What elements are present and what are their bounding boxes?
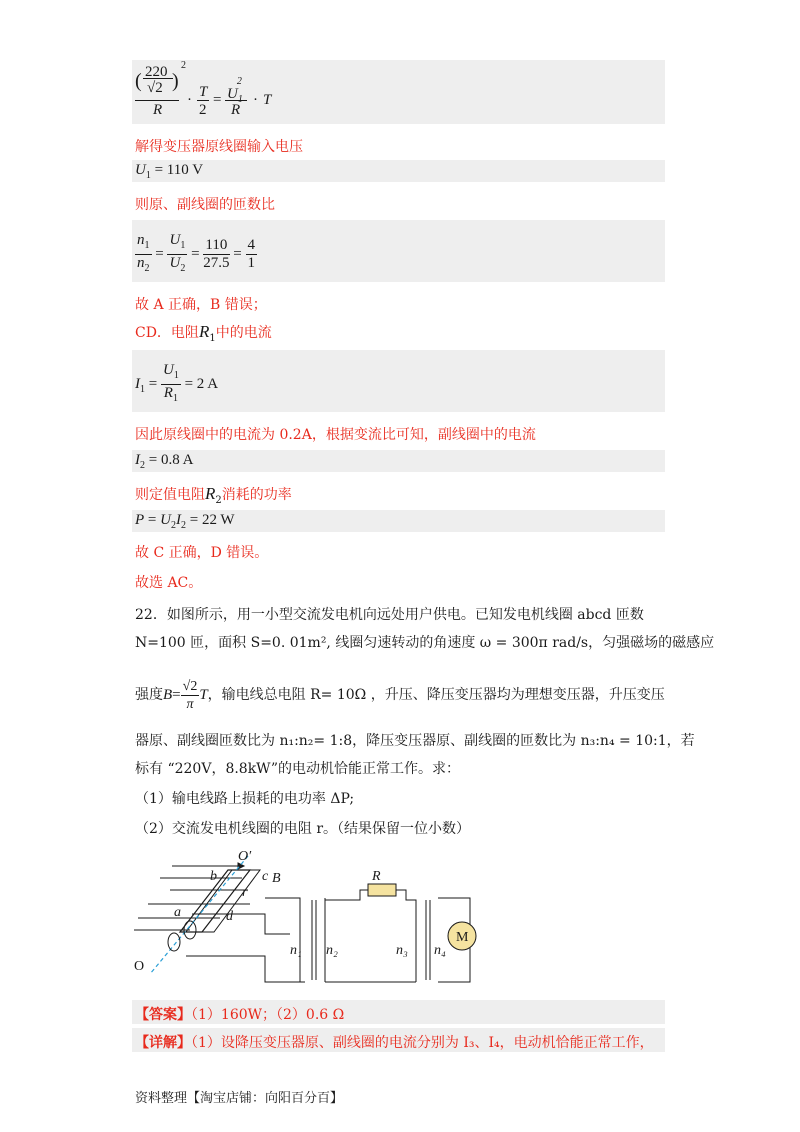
page-footer: 资料整理【淘宝店铺：向阳百分百】: [135, 1091, 344, 1106]
circuit-figure: [130, 846, 490, 986]
solution-line-8: 故选 AC。: [135, 575, 203, 591]
solution-line-2: 则原、副线圈的匝数比: [135, 197, 275, 213]
equation-block-u1: [132, 160, 665, 182]
solution-line-3: 故 A 正确，B 错误；: [135, 297, 267, 313]
detail-line: 【详解】（1）设降压变压器原、副线圈的电流分别为 I₃、I₄，电动机恰能正常工作，: [135, 1035, 654, 1051]
document-page: ( 220 √2 ) 2 R · T 2 = $U_1^2$ R · T 解得变压器原线圈输入电压 $U_1 = 110$ V 则原、副线圈的匝数比 $\frac{n_1}{n_2}$ = $\frac{U_1}{U_2}$ = $\frac{110}{27.5}$ = $\frac{4}{1}$ 故 A 正确，B 错误； CD．电阻$R_1$中的电流 $I_1$ = $\frac{U_1}{R_1}$ = 2 A 因此原线圈中的电流为 0.2A，根据变流比可知，副线圈中的电流 $I_2 = 0.8$ A 则定值电阻$R_2$消耗的功率 $P = U_2I_2 = 22$ W 故 C 正确，D 错误。 故选 AC。 22．如图所示，用一小型交流发电机向远处用户供电。已知发电机线圈 abcd 匝数 N=100 匝，面积 S=0. 01m², 线圈匀速转动的角速度 ω = 300π rad/s，匀强磁场的磁感应 强度B= $\frac{√2}{\pi}$ T，输电线总电阻 R= 10Ω ，升压、降压变压器均为理想变压器，升压变压 器原、副线圈匝数比为 n₁:n₂= 1:8，降压变压器原、副线圈的匝数比为 n₃:n₄ = 10:1，若 标有 “220V，8.8kW”的电动机恰能正常工作。求： （1）输电线路上损耗的电功率 ΔP; （2）交流发电机线圈的电阻 r。（结果保留一位小数） O′ b c B r a d O R n₁ n₂ n₃ n₄ M 【答案】（1）160W；（2）0.6 Ω 【详解】（1）设降压变压器原、副线圈的电流分别为 I₃、I₄，电动机恰能正常工作， 资料整理【淘宝店铺：向阳百分百】: [0, 0, 800, 1132]
label-o: O: [134, 959, 145, 974]
label-r: r: [242, 885, 248, 900]
motor-label: M: [456, 930, 469, 945]
question-1: （1）输电线路上损耗的电功率 ΔP;: [135, 791, 355, 807]
label-b-field: B: [272, 871, 281, 886]
equation-turns-ratio: $\frac{n_1}{n_2}$ = $\frac{U_1}{U_2}$ = $\frac{110}{27.5}$ = $\frac{4}{1}$: [137, 232, 255, 274]
label-a: a: [174, 905, 181, 920]
label-o-prime: O′: [238, 849, 252, 864]
problem-line-4: 器原、副线圈匝数比为 n₁:n₂= 1:8，降压变压器原、副线圈的匝数比为 n₃:n₄ = 10:1，若: [135, 733, 695, 749]
problem-line-5: 标有 “220V，8.8kW”的电动机恰能正常工作。求：: [135, 761, 460, 777]
solution-line-6: 则定值电阻$R_2$消耗的功率: [135, 484, 292, 506]
equation-i1: $I_1$ = $\frac{U_1}{R_1}$ = 2 A: [135, 362, 219, 404]
label-b: b: [210, 869, 217, 884]
problem-line-3: 强度B= $\frac{√2}{\pi}$ T，输电线总电阻 R= 10Ω ，升压、降压变压器均为理想变压器，升压变压: [135, 679, 665, 712]
solution-line-5: 因此原线圈中的电流为 0.2A，根据变流比可知，副线圈中的电流: [135, 427, 536, 443]
label-d: d: [226, 909, 233, 924]
equation-i2: $I_2 = 0.8$ A: [135, 452, 194, 471]
solution-line-1: 解得变压器原线圈输入电压: [135, 139, 303, 155]
equation-u1: $U_1 = 110$ V: [135, 162, 204, 181]
label-n3: n₃: [396, 943, 408, 958]
question-2: （2）交流发电机线圈的电阻 r。（结果保留一位小数）: [135, 821, 471, 837]
label-n4: n₄: [434, 943, 446, 958]
equation-power-p: $P = U_2I_2 = 22$ W: [135, 512, 235, 531]
problem-line-2: N=100 匝，面积 S=0. 01m², 线圈匀速转动的角速度 ω = 300π rad/s，匀强磁场的磁感应: [135, 635, 715, 651]
problem-line-1: 22．如图所示，用一小型交流发电机向远处用户供电。已知发电机线圈 abcd 匝数: [135, 607, 644, 623]
label-n2: n₂: [326, 943, 338, 958]
label-n1: n₁: [290, 943, 302, 958]
answer-line: 【答案】（1）160W；（2）0.6 Ω: [135, 1007, 345, 1023]
solution-line-7: 故 C 正确，D 错误。: [135, 545, 269, 561]
equation-block-power: [132, 60, 665, 124]
solution-line-4: CD．电阻$R_1$中的电流: [135, 322, 272, 344]
label-resistor: R: [372, 869, 381, 884]
equation-block-i2: [132, 450, 665, 472]
label-c: c: [262, 869, 269, 884]
